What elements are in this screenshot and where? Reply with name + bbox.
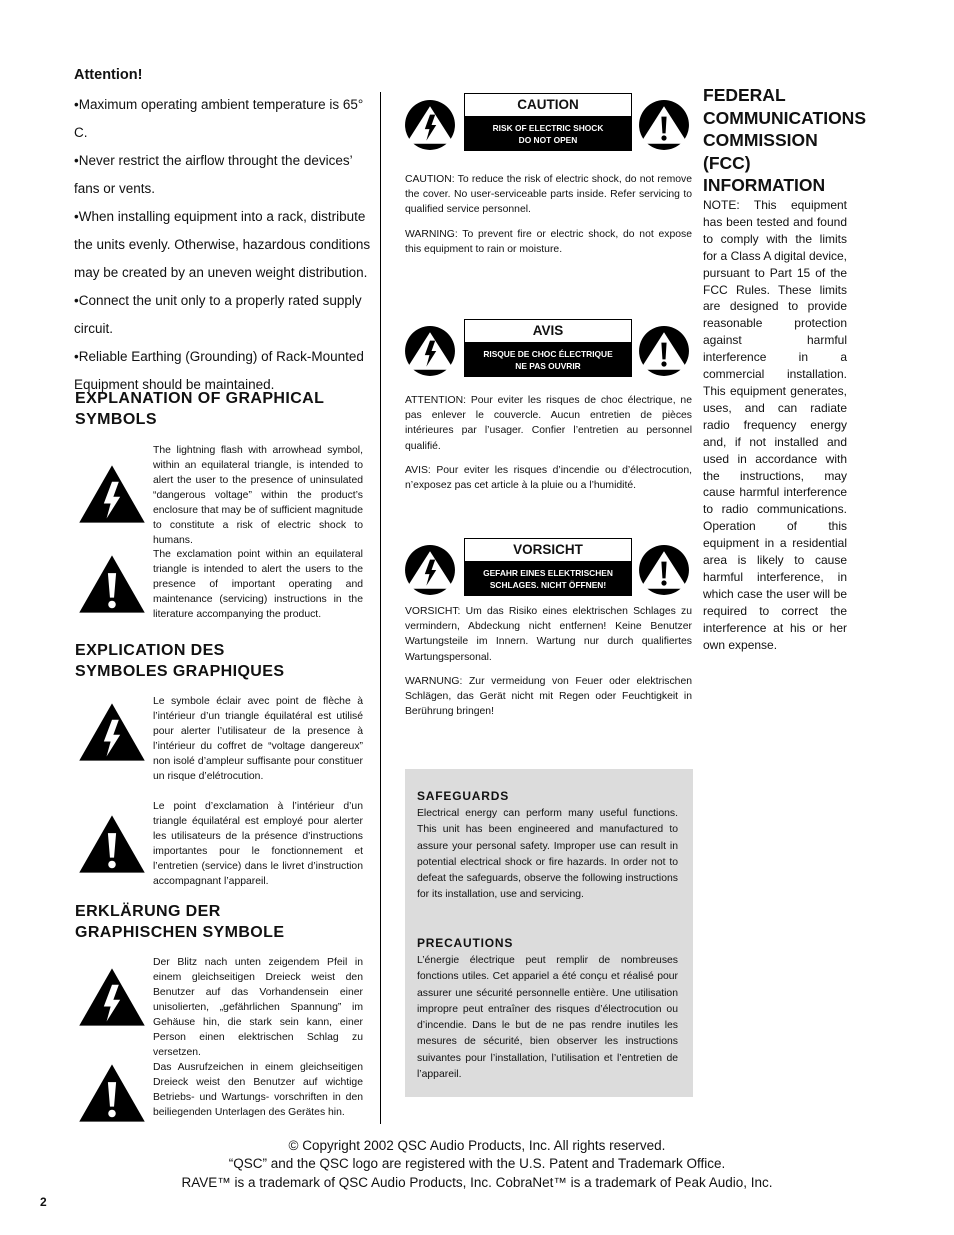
vorsicht-line2: SCHLAGES. NICHT ÖFFNEN! [489, 580, 607, 590]
symbols-fr-exclamation-text: Le point d’exclamation à l’intérieur d’un triangle équilatéral est employé pour alerter les utilisateurs de la présence d’instructions importantes pour le fonctionnement et l’entretien (service) dans le livret d’instruction accompagnant l’appareil. [153, 801, 363, 887]
symbols-de-heading: ERKLÄRUNG DER GRAPHISCHEN SYMBOLE [75, 903, 285, 941]
vorsicht-text-2: WARNUNG: Zur vermeidung von Feuer oder elektrischen Schlägen, das Gerät nicht mit Regen oder Feuchtigkeit in Berührung bringen! [405, 675, 692, 718]
precautions-text: L’énergie électrique peut remplir de nombreuses fonctions utiles. Cet appariel a été conçu et réalisé pour assurer une sécurité personnelle entière. Une utilisation impropre peut entraîner des risques d’électrocution ou d’incendie. Dans le but de ne pas rendre inutiles les mesures de sécurité, bien observer les instructions suivantes pour l’installation, l’utilisation et l’entretien de l’appareil. [417, 955, 678, 1081]
caution-text [405, 172, 692, 257]
attention-bullet: •Reliable Earthing (Grounding) of Rack-Mounted Equipment should be maintained. [74, 349, 364, 392]
avis-text-2: AVIS: Pour eviter les risques d’incendie ou d’électrocution, n’exposez pas cet article à la pluie ou a l’humidité. [405, 464, 692, 492]
precautions-title: PRECAUTIONS [417, 936, 514, 950]
caution-title: CAUTION [464, 93, 632, 117]
safeguards-title: SAFEGUARDS [417, 789, 510, 803]
lightning-circle-icon [404, 544, 456, 596]
symbols-de-lightning-text: Der Blitz nach unten zeigendem Pfeil in einem gleichseitigen Dreieck weist den Benutzer auf das Vorhandensein einer unisolierten, „gefährlichen Spannung” im Gehäuse hin, die stark sein kann, einer Person einen elektrischen Schlag zu versetzen. [153, 957, 363, 1058]
fcc-heading-line: FEDERAL [703, 85, 786, 105]
symbols-fr-heading: EXPLICATION DES SYMBOLES GRAPHIQUES [75, 642, 285, 680]
fcc-heading-line: COMMISSION [703, 130, 818, 150]
caution-subtitle [464, 117, 632, 151]
exclamation-circle-icon [638, 325, 690, 377]
exclamation-circle-icon [638, 544, 690, 596]
vorsicht-subtitle [464, 562, 632, 596]
avis-line2: NE PAS OUVRIR [515, 361, 581, 371]
vorsicht-line1: GEFAHR EINES ELEKTRISCHEN [483, 568, 613, 578]
exclamation-triangle-icon [76, 1063, 148, 1123]
caution-line1: RISK OF ELECTRIC SHOCK [492, 123, 604, 133]
fcc-heading-line: COMMUNICATIONS [703, 107, 866, 128]
exclamation-triangle-icon [76, 814, 148, 874]
caution-text-2: WARNING: To prevent fire or electric shock, do not expose this equipment to rain or moisture. [405, 228, 692, 255]
fcc-heading-line: INFORMATION [703, 175, 826, 195]
fcc-text: NOTE: This equipment has been tested and found to comply with the limits for a Class A digital device, pursuant to Part 15 of the FCC Rules. These limits are designed to provide reasonable protection against harmful interference in a commercial installation. This equipment generates, uses, and can radiate radio frequency energy and, if not installed and used in accordance with the instructions, may cause harmful interference to radio communications. Operation of this equipment in a residential area is likely to cause harmful interference, in which case the user will be required to correct the interference at his or her own expense. [703, 198, 847, 652]
lightning-triangle-icon [76, 464, 148, 524]
caution-text-1: CAUTION: To reduce the risk of electric shock, do not remove the cover. No user-serviceable parts inside. Refer servicing to qualified service personnel. [405, 174, 692, 216]
lightning-triangle-icon [76, 702, 148, 762]
fcc-heading-line: (FCC) [703, 152, 751, 173]
symbols-en-heading: EXPLANATION OF GRAPHICAL SYMBOLS [75, 390, 325, 428]
vorsicht-text-1: VORSICHT: Um das Risiko eines elektrischen Schlages zu vermindern, Abdeckung nicht entfernen! Keine Benutzer Wartungsteile im Innern. Wartung nur durch qualifiertes Wartungspersonal. [405, 606, 692, 663]
safeguards-panel [405, 769, 693, 1097]
safeguards-text: Electrical energy can perform many useful functions. This unit has been engineered and manufactured to assure your personal safety. Improper use can result in potential electrical shock or fire hazards. In order not to defeat the safeguards, observe the following instructions for its installation, use and servicing. [417, 808, 678, 901]
avis-label [464, 319, 632, 377]
attention-bullet: •Maximum operating ambient temperature is 65° C. [74, 97, 364, 140]
lightning-circle-icon [404, 325, 456, 377]
fcc-heading [703, 84, 866, 197]
footer [0, 1137, 954, 1192]
vorsicht-title: VORSICHT [464, 538, 632, 562]
vorsicht-text [405, 604, 692, 719]
avis-text [405, 393, 692, 493]
symbols-en-lightning-text: The lightning flash with arrowhead symbol, within an equilateral triangle, is intended to alert the user to the presence of uninsulated “dangerous voltage” within the product’s enclosure that may be of sufficient magnitude to constitute a risk of electric shock to humans. [153, 445, 363, 546]
trademark-line: “QSC” and the QSC logo are registered with the U.S. Patent and Trademark Office. [228, 1156, 726, 1172]
page-number: 2 [40, 1195, 47, 1209]
copyright-line: © Copyright 2002 QSC Audio Products, Inc. All rights reserved. [288, 1138, 666, 1153]
trademark-line: RAVE™ is a trademark of QSC Audio Products, Inc. CobraNet™ is a trademark of Peak Audio, Inc. [181, 1174, 773, 1190]
avis-subtitle [464, 343, 632, 377]
attention-bullet: •When installing equipment into a rack, distribute the units evenly. Otherwise, hazardous conditions may be created by an uneven weight distribution. [74, 209, 371, 280]
caution-line2: DO NOT OPEN [518, 135, 578, 145]
exclamation-triangle-icon [76, 554, 148, 614]
attention-bullet: •Never restrict the airflow throught the devices’ fans or vents. [74, 153, 353, 196]
lightning-circle-icon [404, 99, 456, 151]
attention-heading: Attention! [74, 67, 143, 83]
lightning-triangle-icon [76, 967, 148, 1027]
avis-text-1: ATTENTION: Pour eviter les risques de choc électrique, ne pas enlever le couvercle. Aucun entretien de pièces intérieures par l’usager. Confier l’entretien au personnel qualifié. [405, 395, 692, 452]
column-divider [380, 92, 381, 1124]
exclamation-circle-icon [638, 99, 690, 151]
caution-label [464, 93, 632, 151]
symbols-fr-lightning-text: Le symbole éclair avec point de flèche à l’intérieur d’un triangle équilatéral est utilisé pour alerter l’utilisateur de la presence à l’intérieur du coffret de “voltage dangereux” non isolé d’ampleur suffisante pour constituer un risque d’elétrocution. [153, 696, 363, 782]
vorsicht-label [464, 538, 632, 596]
attention-bullet-list [74, 91, 374, 399]
symbols-de-exclamation-text: Das Ausrufzeichen in einem gleichseitigen Dreieck weist den Benutzer auf wichtige Betriebs- und Wartungs- vorschriften in den beiliegenden Unterlagen des Gerätes hin. [153, 1062, 363, 1118]
attention-bullet: •Connect the unit only to a properly rated supply circuit. [74, 293, 362, 336]
symbols-en-exclamation-text: The exclamation point within an equilateral triangle is intended to alert the users to the presence of important operating and maintenance (servicing) instructions in the literature accompanying the product. [153, 549, 363, 620]
avis-title: AVIS [464, 319, 632, 343]
avis-line1: RISQUE DE CHOC ÉLECTRIQUE [483, 349, 613, 359]
